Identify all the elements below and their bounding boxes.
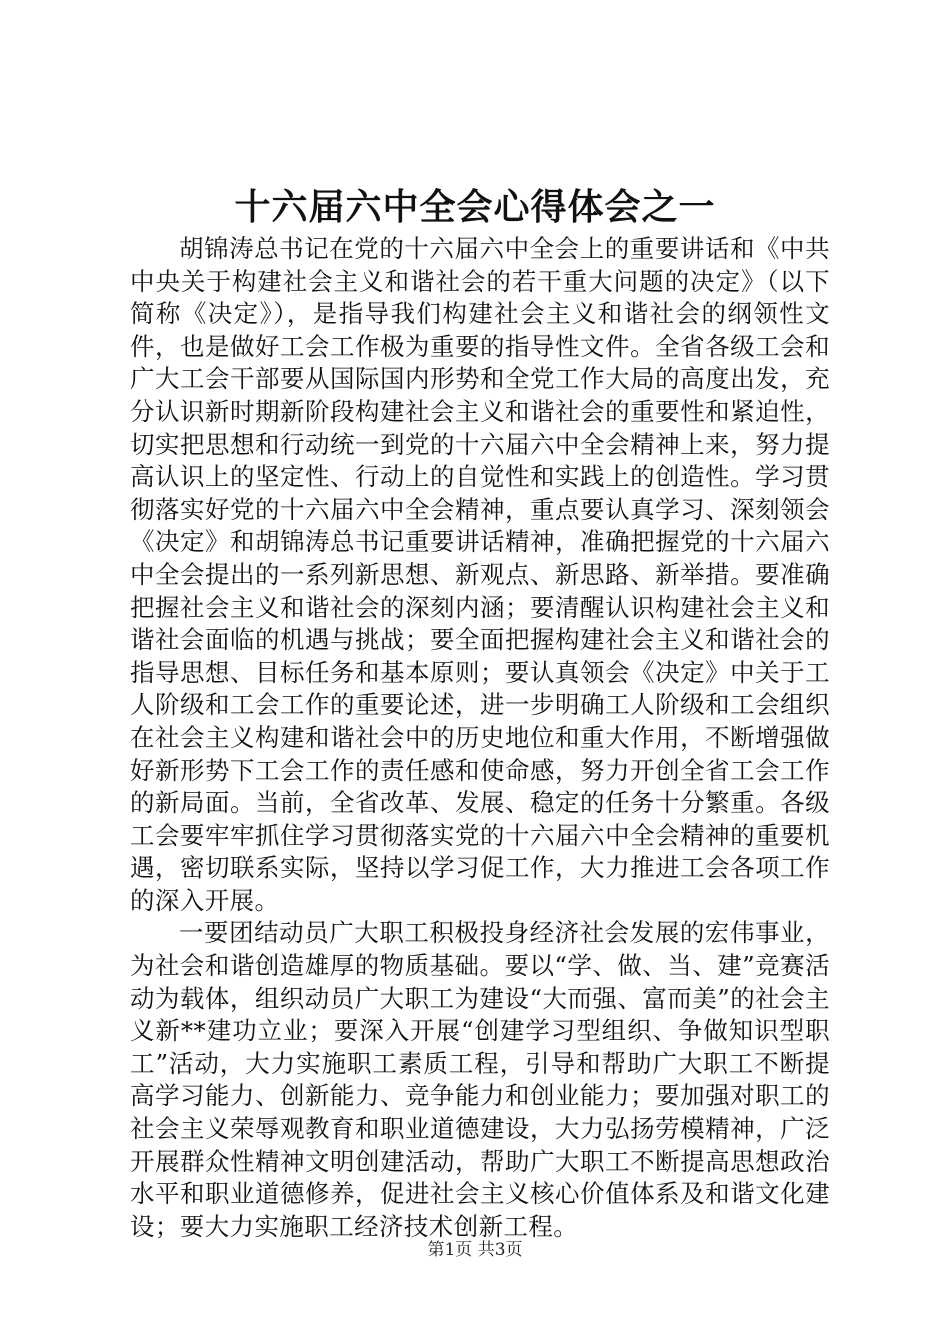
- document-title: 十六届六中全会心得体会之一: [234, 186, 716, 228]
- document-body: [130, 233, 830, 1243]
- paragraph-1: 胡锦涛总书记在党的十六届六中全会上的重要讲话和《中共中央关于构建社会主义和谐社会的若干重大问题的决定》（以下简称《决定》），是指导我们构建社会主义和谐社会的纲领性文件，也是做好工会工作极为重要的指导性文件。全省各级工会和广大工会干部要从国际国内形势和全党工作大局的高度出发，充分认识新时期新阶段构建社会主义和谐社会的重要性和紧迫性，切实把思想和行动统一到党的十六届六中全会精神上来，努力提高认识上的坚定性、行动上的自觉性和实践上的创造性。学习贯彻落实好党的十六届六中全会精神，重点要认真学习、深刻领会《决定》和胡锦涛总书记重要讲话精神，准确把握党的十六届六中全会提出的一系列新思想、新观点、新思路、新举措。要准确把握社会主义和谐社会的深刻内涵；要清醒认识构建社会主义和谐社会面临的机遇与挑战；要全面把握构建社会主义和谐社会的指导思想、目标任务和基本原则；要认真领会《决定》中关于工人阶级和工会工作的重要论述，进一步明确工人阶级和工会组织在社会主义构建和谐社会中的历史地位和重大作用，不断增强做好新形势下工会工作的责任感和使命感，努力开创全省工会工作的新局面。当前，全省改革、发展、稳定的任务十分繁重。各级工会要牢牢抓住学习贯彻落实党的十六届六中全会精神的重要机遇，密切联系实际，坚持以学习促工作，大力推进工会各项工作的深入开展。: [130, 234, 830, 915]
- paragraph-2: 一要团结动员广大职工积极投身经济社会发展的宏伟事业，为社会和谐创造雄厚的物质基础。要以“学、做、当、建”竞赛活动为载体，组织动员广大职工为建设“大而强、富而美”的社会主义新**建功立业；要深入开展“创建学习型组织、争做知识型职工”活动，大力实施职工素质工程，引导和帮助广大职工不断提高学习能力、创新能力、竞争能力和创业能力；要加强对职工的社会主义荣辱观教育和职业道德建设，大力弘扬劳模精神，广泛开展群众性精神文明创建活动，帮助广大职工不断提高思想政治水平和职业道德修养，促进社会主义核心价值体系及和谐文化建设；要大力实施职工经济技术创新工程。: [130, 918, 830, 1241]
- page-number-footer: 第1页 共3页: [427, 1240, 523, 1260]
